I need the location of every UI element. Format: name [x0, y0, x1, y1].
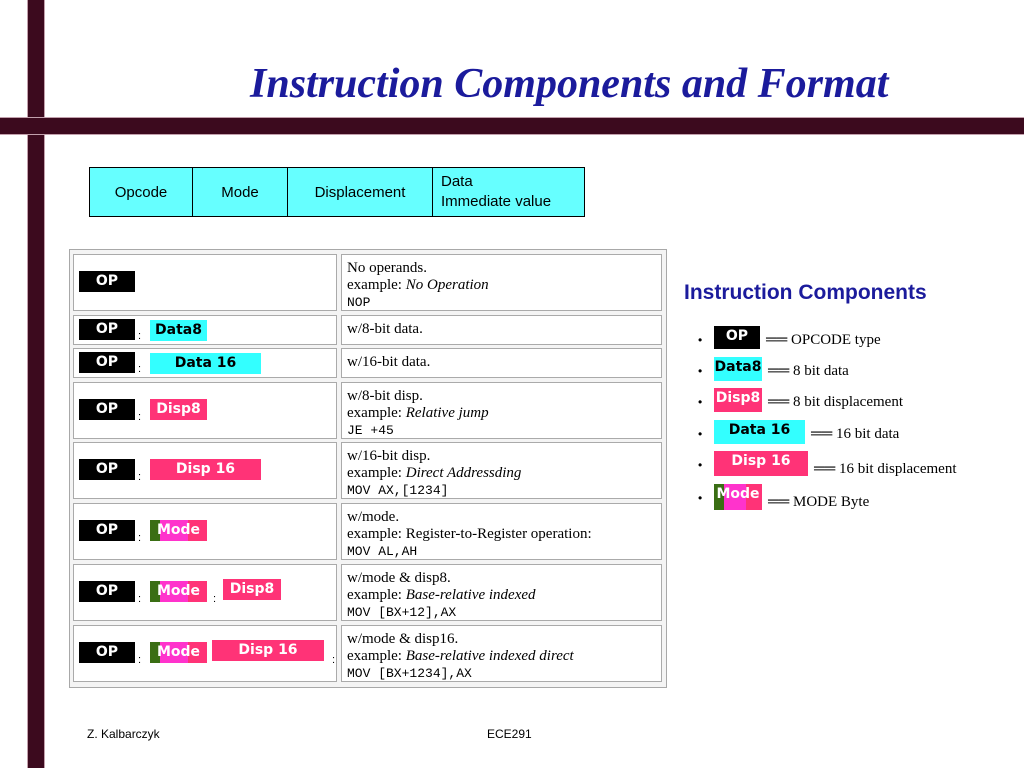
row-desc: w/16-bit disp. [347, 448, 431, 464]
component-desc: ══ 8 bit data [768, 363, 849, 379]
row-example: example: Direct Addressding [347, 465, 522, 481]
horizontal-decor-bar [0, 117, 1024, 135]
example-description [341, 503, 662, 560]
separator: : [138, 593, 142, 605]
footer-course: ECE291 [487, 727, 532, 741]
example-row [73, 503, 662, 560]
bullet-icon: • [698, 364, 703, 378]
separator: : [332, 654, 336, 666]
footer-author: Z. Kalbarczyk [87, 727, 160, 741]
row-desc: w/mode & disp16. [347, 631, 459, 647]
disp8-box: Disp8 [714, 388, 762, 412]
row-desc: w/16-bit data. [347, 354, 431, 370]
format-diagram [73, 348, 337, 378]
data16-box: Data 16 [714, 420, 805, 444]
example-description [341, 382, 662, 439]
op-box: OP [714, 326, 760, 349]
component-item-mode [698, 484, 998, 512]
op-box: OP [79, 520, 135, 541]
data8-box: Data8 [150, 320, 207, 341]
row-code: JE +45 [347, 423, 394, 438]
mode-box: Mode [150, 520, 207, 541]
separator: : [138, 654, 142, 666]
separator: : [138, 330, 142, 342]
example-description [341, 442, 662, 499]
component-item-op [698, 326, 998, 354]
example-description [341, 625, 662, 682]
row-desc: w/mode. [347, 509, 400, 525]
data8-box: Data8 [714, 357, 762, 381]
mode-box: Mode [150, 642, 207, 663]
op-box: OP [79, 459, 135, 480]
component-desc: ══ 8 bit displacement [768, 394, 903, 410]
example-description [341, 315, 662, 345]
mode-box: Mode [714, 484, 762, 510]
instruction-examples-table [69, 249, 667, 688]
example-row [73, 442, 662, 499]
bullet-icon: • [698, 458, 703, 472]
row-code: MOV [BX+12],AX [347, 605, 457, 620]
data16-box: Data 16 [150, 353, 261, 374]
example-row [73, 254, 662, 311]
separator: : [138, 363, 142, 375]
op-box: OP [79, 271, 135, 292]
format-diagram [73, 625, 337, 682]
component-desc: ══ OPCODE type [766, 332, 881, 348]
component-desc: ══ MODE Byte [768, 494, 870, 510]
format-cell-data [433, 168, 585, 217]
row-desc: w/8-bit disp. [347, 388, 423, 404]
op-box: OP [79, 642, 135, 663]
example-row [73, 564, 662, 621]
components-heading: Instruction Components [684, 281, 927, 304]
bullet-icon: • [698, 427, 703, 441]
row-desc: w/8-bit data. [347, 321, 423, 337]
row-code: NOP [347, 295, 371, 310]
example-row [73, 625, 662, 682]
disp16-box: Disp 16 [150, 459, 261, 480]
format-diagram [73, 254, 337, 311]
op-box: OP [79, 399, 135, 420]
row-example: example: Relative jump [347, 405, 489, 421]
component-item-disp8 [698, 388, 998, 416]
disp8-box: Disp8 [223, 579, 281, 600]
format-diagram [73, 315, 337, 345]
row-desc: w/mode & disp8. [347, 570, 451, 586]
separator: : [138, 471, 142, 483]
bullet-icon: • [698, 491, 703, 505]
op-box: OP [79, 352, 135, 373]
example-description [341, 254, 662, 311]
format-cell-mode: Mode [193, 168, 288, 217]
row-code: MOV AL,AH [347, 544, 418, 559]
slide-title: Instruction Components and Format [250, 61, 889, 107]
example-description [341, 564, 662, 621]
component-item-disp16 [698, 451, 998, 479]
format-cell-displacement: Displacement [288, 168, 433, 217]
row-desc: No operands. [347, 260, 427, 276]
disp8-box: Disp8 [150, 399, 207, 420]
component-item-data8 [698, 357, 998, 385]
row-example: example: Base-relative indexed direct [347, 648, 574, 664]
format-diagram [73, 442, 337, 499]
row-code: MOV AX,[1234] [347, 483, 449, 498]
example-row [73, 348, 662, 378]
component-desc: ══ 16 bit displacement [814, 461, 957, 477]
format-data-line1: Data [441, 173, 473, 190]
vertical-decor-bar [27, 0, 45, 768]
row-code: MOV [BX+1234],AX [347, 666, 472, 681]
disp16-box: Disp 16 [212, 640, 324, 661]
instruction-format-table [89, 167, 585, 217]
example-description [341, 348, 662, 378]
example-row [73, 315, 662, 345]
example-row [73, 382, 662, 439]
separator: : [138, 532, 142, 544]
separator: : [213, 593, 217, 605]
disp16-box: Disp 16 [714, 451, 808, 476]
row-example: example: Base-relative indexed [347, 587, 536, 603]
component-desc: ══ 16 bit data [811, 426, 900, 442]
separator: : [138, 411, 142, 423]
format-diagram [73, 564, 337, 621]
row-example: example: No Operation [347, 277, 489, 293]
format-diagram [73, 503, 337, 560]
component-item-data16 [698, 420, 998, 448]
format-row [90, 168, 585, 217]
format-data-line2: Immediate value [441, 193, 552, 210]
bullet-icon: • [698, 395, 703, 409]
row-example: example: Register-to-Register operation: [347, 526, 592, 542]
format-diagram [73, 382, 337, 439]
format-cell-opcode: Opcode [90, 168, 193, 217]
bullet-icon: • [698, 333, 703, 347]
op-box: OP [79, 319, 135, 340]
op-box: OP [79, 581, 135, 602]
mode-box: Mode [150, 581, 207, 602]
